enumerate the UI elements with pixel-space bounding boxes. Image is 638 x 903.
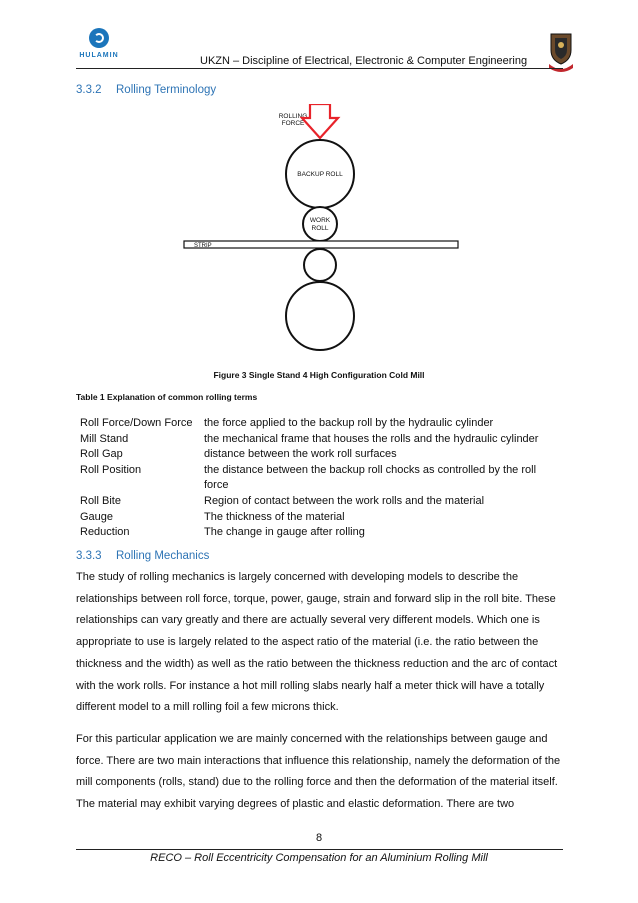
- hulamin-logo-icon: [89, 28, 109, 48]
- term-cell: Mill Stand: [80, 432, 129, 445]
- figure-caption: Figure 3 Single Stand 4 High Configuration Cold Mill: [213, 370, 425, 380]
- section-heading-3-3-2: [76, 84, 216, 96]
- backup-roll-label: BACKUP ROLL: [297, 171, 343, 178]
- definition-cell: the mechanical frame that houses the rolls and the hydraulic cylinder: [204, 432, 539, 445]
- table-row: [80, 510, 550, 526]
- hulamin-logo-text: HULAMIN: [79, 52, 119, 59]
- term-cell: Roll Position: [80, 463, 142, 476]
- footer-text: RECO – Roll Eccentricity Compensation for an Aluminium Rolling Mill: [150, 852, 488, 864]
- mill-diagram: [180, 104, 464, 366]
- definition-cell: the force applied to the backup roll by the hydraulic cylinder: [204, 417, 494, 429]
- backup-roll-bottom: [286, 282, 354, 350]
- section-title: Rolling Mechanics: [116, 550, 210, 562]
- footer-rule: [76, 849, 563, 850]
- work-roll-label-line2: ROLL: [311, 225, 329, 232]
- definition-cell: The change in gauge after rolling: [204, 526, 365, 539]
- page-number: 8: [315, 832, 323, 844]
- table-caption: Table 1 Explanation of common rolling terms: [76, 392, 258, 402]
- term-cell: Reduction: [80, 526, 130, 539]
- section-number: 3.3.3: [76, 550, 102, 562]
- work-roll-bottom: [304, 249, 336, 281]
- header-title: UKZN – Discipline of Electrical, Electronic & Computer Engineering: [200, 55, 528, 67]
- ukzn-crest-icon: [548, 30, 574, 72]
- table-row: [80, 432, 550, 448]
- table-row: [80, 463, 550, 494]
- table-row: [80, 447, 550, 463]
- table-row: [80, 525, 550, 541]
- terms-table: [80, 416, 550, 541]
- hulamin-logo: [74, 28, 124, 68]
- work-roll-label-line1: WORK: [309, 217, 331, 224]
- header-rule: [76, 68, 563, 69]
- rolling-force-label-line1: ROLLING: [278, 113, 308, 120]
- rolling-force-label-line2: FORCE: [281, 120, 305, 127]
- section-heading-3-3-3: [76, 550, 209, 562]
- term-cell: Roll Gap: [80, 448, 123, 461]
- section-title: Rolling Terminology: [116, 84, 217, 96]
- definition-cell: Region of contact between the work rolls and the material: [204, 494, 485, 507]
- table-row: [80, 416, 550, 432]
- section-number: 3.3.2: [76, 84, 102, 96]
- term-cell: Gauge: [80, 510, 114, 523]
- work-roll-top: [303, 207, 337, 241]
- definition-cell: the distance between the backup roll chocks as controlled by the roll force: [204, 463, 537, 492]
- strip-label: STRIP: [194, 243, 212, 249]
- table-row: [80, 494, 550, 510]
- definition-cell: The thickness of the material: [204, 510, 345, 523]
- rolling-force-arrow: [302, 104, 338, 138]
- definition-cell: distance between the work roll surfaces: [204, 448, 397, 461]
- term-cell: Roll Force/Down Force: [80, 417, 193, 429]
- term-cell: Roll Bite: [80, 494, 121, 507]
- strip: [184, 241, 458, 248]
- body-paragraph-2: For this particular application we are mainly concerned with the relationships between gauge and force. There are two main interactions that influence this relationship, namely the deformation of the mill components (rolls, stand) due to the rolling force and then the deformation of the material itself. The material may exhibit varying degrees of plastic and elastic deformation. There are two: [76, 733, 561, 811]
- body-paragraph-1: The study of rolling mechanics is largely concerned with developing models to describe the relationships between roll force, torque, power, gauge, strain and forward slip in the roll bite. These relationships can vary greatly and there are actually several very different models. Which one is appropriate to use is largely related to the aspect ratio of the material (i.e. the ratio between the thickness and the width) as well as the ratio between the thickness reduction and the arc of contact with the work rolls. For instance a hot mill rolling slabs nearly half a meter thick will have a totally different model to a mill rolling foil a few microns thick.: [76, 571, 558, 714]
